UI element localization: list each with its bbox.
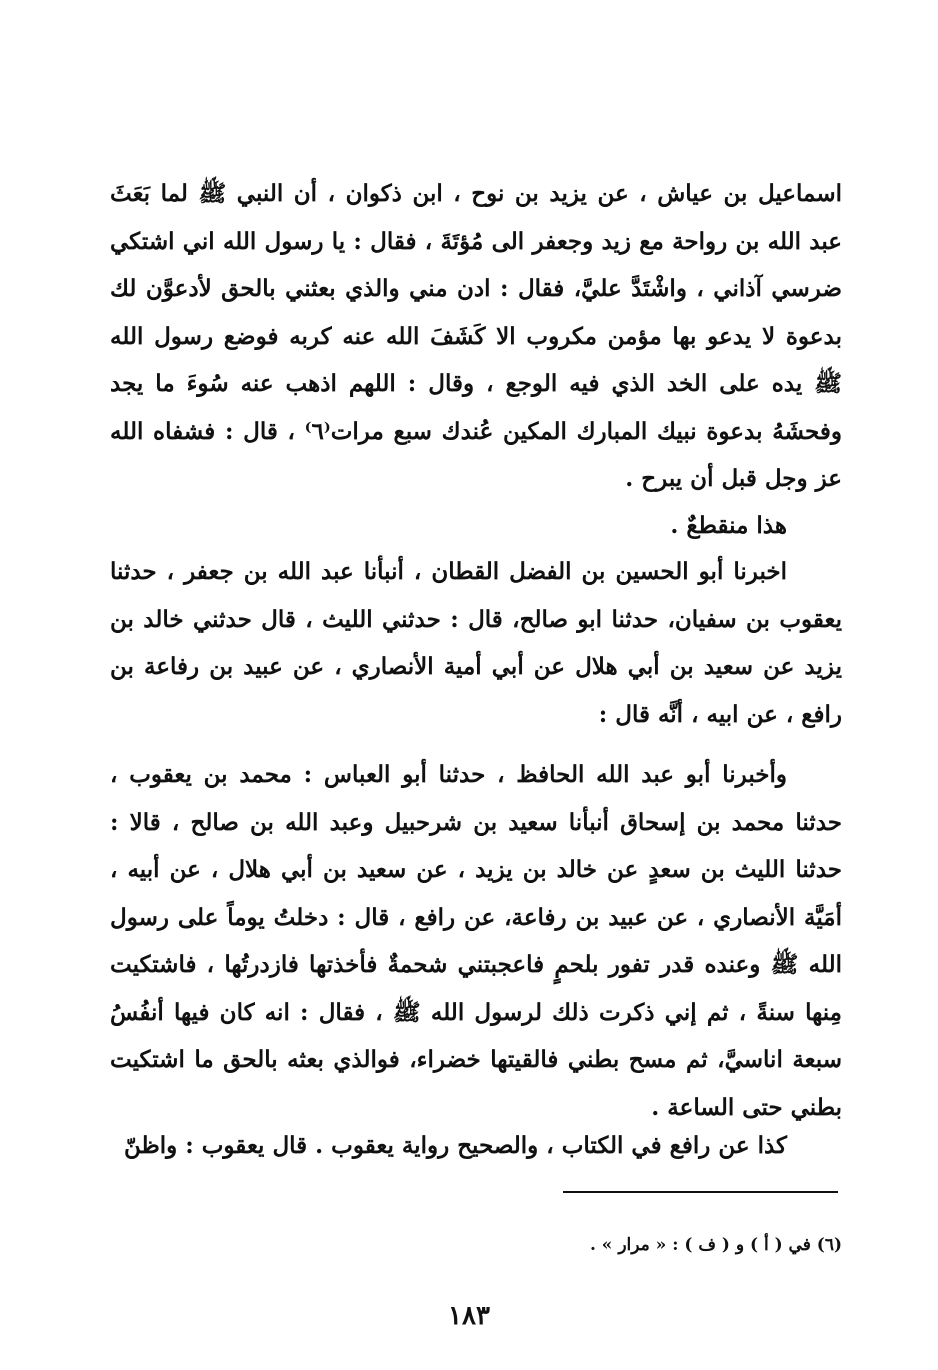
- paragraph-text: هذا منقطعٌ .: [670, 512, 787, 539]
- paragraph-commentary: [110, 502, 842, 550]
- page-number: ١٨٣: [448, 1301, 490, 1331]
- paragraph-text: اسماعيل بن عياش ، عن يزيد بن نوح ، ابن ذكوان ، أن النبي ﷺ لما بَعَثَ عبد الله بن رواحة مع زيد وجعفر الى مُؤتَةَ ، فقال : يا رسول الله اني اشتكي ضرسي آذاني ، واشْتَدَّ عليَّ، فقال : ادن مني والذي بعثني بالحق لأدعوَّن لك بدعوة لا يدعو بها مؤمن مكروب الا كَشَفَ الله عنه كربه فوضع رسول الله ﷺ يده على الخد الذي فيه الوجع ، وقال : اللهم اذهب عنه سُوءَ ما يجد وفحشَهُ بدعوة نبيك المبارك المكين عُندك سبع مرات⁽٦⁾ ، قال : فشفاه الله عز وجل قبل أن يبرح .: [110, 180, 842, 492]
- paragraph-second-isnad: [110, 751, 842, 1131]
- paragraph-hadith-narration: [110, 170, 842, 503]
- paragraph-text: كذا عن رافع في الكتاب ، والصحيح رواية يعقوب . قال يعقوب : واظنّ: [123, 1132, 787, 1159]
- paragraph-closing-note: [110, 1122, 842, 1170]
- paragraph-text: اخبرنا أبو الحسين بن الفضل القطان ، أنبأنا عبد الله بن جعفر ، حدثنا يعقوب بن سفيان، حدثنا ابو صالح، قال : حدثني الليث ، قال حدثني خالد بن يزيد عن سعيد بن أبي هلال عن أبي أمية الأنصاري ، عن عبيد بن رفاعة بن رافع ، عن ابيه ، أنَّه قال :: [110, 558, 842, 728]
- paragraph-text: وأخبرنا أبو عبد الله الحافظ ، حدثنا أبو العباس : محمد بن يعقوب ، حدثنا محمد بن إسحاق أنبأنا سعيد بن شرحبيل وعبد الله بن صالح ، قالا : حدثنا الليث بن سعدٍ عن خالد بن يزيد ، عن سعيد بن أبي هلال ، عن أبيه ، أمَيَّة الأنصاري ، عن عبيد بن رفاعة، عن رافع ، قال : دخلتُ يوماً على رسول الله ﷺ وعنده قدر تفور بلحمٍ فاعجبتني شحمةٌ فأخذتها فازدرتُها ، فاشتكيت مِنها سنةً ، ثم إني ذكرت ذلك لرسول الله ﷺ ، فقال : انه كان فيها أنفُسُ سبعة اناسيَّ، ثم مسح بطني فالقيتها خضراء، فوالذي بعثه بالحق ما اشتكيت بطني حتى الساعة .: [110, 761, 842, 1121]
- footnote-divider: [563, 1191, 838, 1193]
- paragraph-isnad: [110, 548, 842, 738]
- footnote: (٦) في ( أ ) و ( ف ) : « مرار » .: [589, 1235, 842, 1255]
